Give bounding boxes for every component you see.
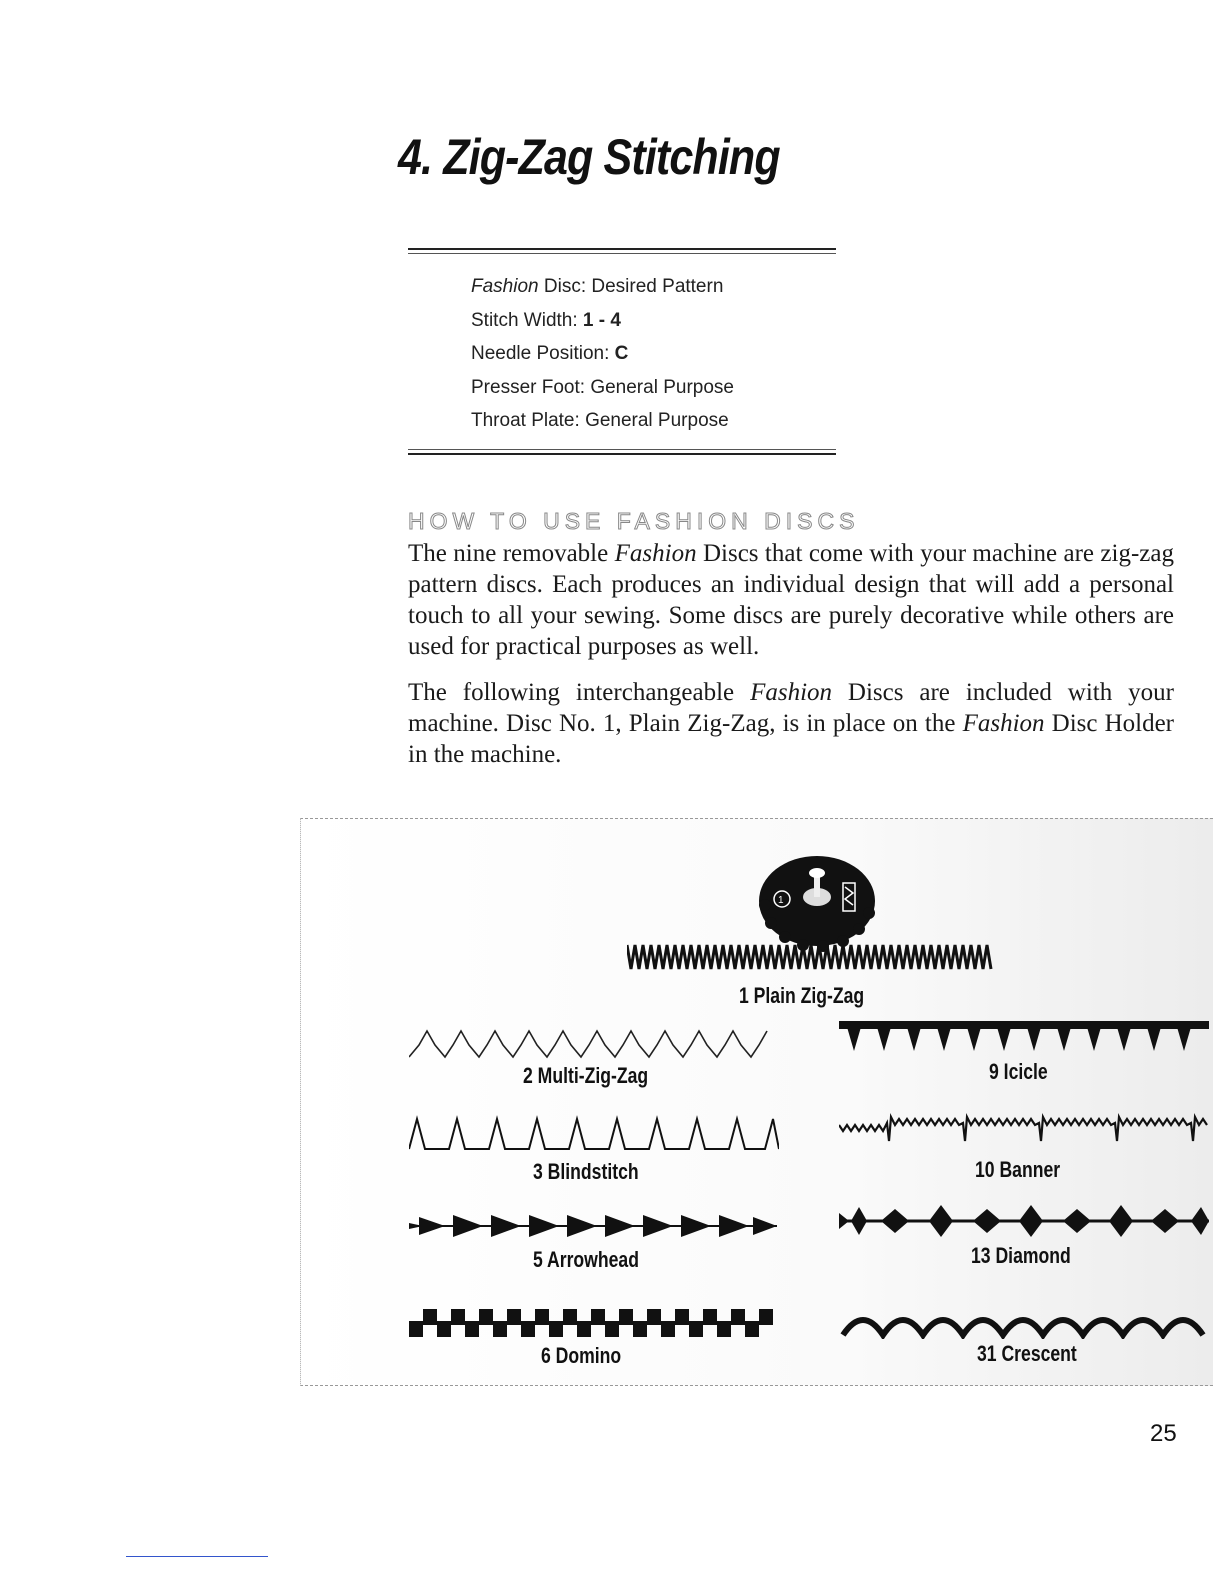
setting-stitch-width: Stitch Width: 1 - 4 bbox=[471, 309, 621, 331]
page-title: 4. Zig-Zag Stitching bbox=[398, 129, 780, 185]
pattern-label-icicle: 9 Icicle bbox=[989, 1059, 1048, 1084]
section-heading: HOW TO USE FASHION DISCS bbox=[408, 508, 860, 534]
pattern-label-crescent: 31 Crescent bbox=[977, 1341, 1077, 1366]
footer-rule bbox=[126, 1556, 268, 1557]
plain-zigzag-pattern bbox=[627, 943, 995, 973]
pattern-label-arrowhead: 5 Arrowhead bbox=[533, 1247, 639, 1272]
bottom-divider bbox=[408, 453, 836, 455]
discs-paragraph: The following interchangeable Fashion Discs are included with your machine. Disc No. 1, Plain Zig-Zag, is in place on the Fashion Disc Holder in the machine. bbox=[408, 679, 1174, 768]
intro-paragraph: The nine removable Fashion Discs that come with your machine are zig-zag pattern discs. Each produces an individual design that will add a personal touch to all your sewing. Some discs are purely decorative while others are used for practical purposes as well. bbox=[408, 540, 1174, 660]
machine-settings bbox=[471, 270, 734, 438]
setting-throat-plate: Throat Plate: General Purpose bbox=[471, 410, 729, 431]
arrowhead-pattern bbox=[409, 1211, 777, 1241]
crescent-pattern bbox=[839, 1303, 1209, 1339]
banner-pattern bbox=[839, 1113, 1209, 1147]
pattern-label-blindstitch: 3 Blindstitch bbox=[533, 1159, 639, 1184]
top-divider bbox=[408, 248, 836, 250]
diamond-pattern bbox=[839, 1203, 1209, 1239]
pattern-label-diamond: 13 Diamond bbox=[971, 1243, 1071, 1268]
stitch-pattern-figure bbox=[300, 818, 1213, 1386]
top-divider-thin bbox=[408, 253, 836, 254]
icicle-pattern bbox=[839, 1019, 1209, 1053]
bottom-divider-thin bbox=[408, 449, 836, 450]
pattern-label-domino: 6 Domino bbox=[541, 1343, 622, 1368]
pattern-label-multi-zigzag: 2 Multi-Zig-Zag bbox=[523, 1063, 649, 1088]
setting-disc: Fashion Disc: Desired Pattern bbox=[471, 276, 724, 297]
setting-needle-position: Needle Position: C bbox=[471, 343, 629, 364]
fashion-disc-icon bbox=[757, 843, 877, 953]
pattern-label-banner: 10 Banner bbox=[975, 1157, 1061, 1182]
blindstitch-pattern bbox=[409, 1115, 779, 1151]
setting-presser-foot: Presser Foot: General Purpose bbox=[471, 376, 734, 398]
svg-text:1: 1 bbox=[778, 895, 784, 906]
page-number: 25 bbox=[1150, 1420, 1177, 1447]
domino-pattern bbox=[409, 1307, 779, 1339]
multi-zigzag-pattern bbox=[409, 1023, 773, 1059]
pattern-label-plain-zigzag: 1 Plain Zig-Zag bbox=[739, 983, 865, 1008]
